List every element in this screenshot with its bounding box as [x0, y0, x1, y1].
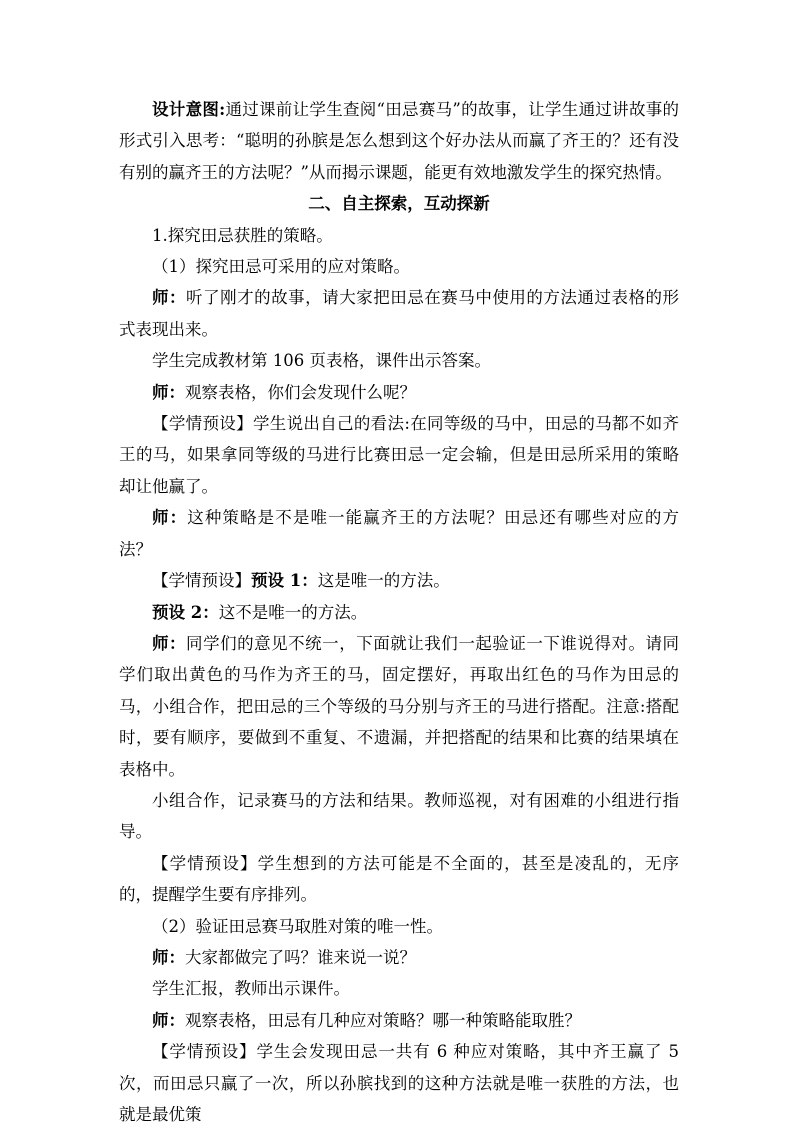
paragraph-text: 大家都做完了吗？谁来说一说？: [185, 947, 416, 967]
section-heading: [119, 188, 679, 219]
paragraph-lead: 师：: [152, 947, 185, 967]
sub-step-heading: [119, 251, 679, 282]
paragraph-text: 通过课前让学生查阅“田忌赛马”的故事，让学生通过讲故事的形式引入思考：“聪明的孙膑是怎么想到这个好办法从而赢了齐王的？还有没有别的赢齐王的方法呢？”从而揭示课题，能更有效地激发学生的探究热情。: [119, 100, 680, 182]
paragraph-lead: 师：: [152, 288, 187, 308]
paragraph-lead: 师：: [152, 633, 187, 653]
paragraph-lead: 师：: [152, 508, 188, 528]
paragraph-text: 1.探究田忌获胜的策略。: [152, 225, 333, 245]
teacher-paragraph: [119, 502, 679, 565]
heading-text: 二、自主探索，互动探新: [308, 194, 490, 214]
teacher-paragraph: [119, 377, 679, 408]
paragraph-lead: 【学情预设】: [152, 853, 258, 873]
student-activity-paragraph: [119, 785, 679, 848]
paragraph-text: 学生说出自己的看法:在同等级的马中，田忌的马都不如齐王的马，如果拿同等级的马进行比赛田忌一定会输，但是田忌所采用的策略却让他赢了。: [119, 414, 680, 496]
teacher-paragraph: [119, 628, 679, 785]
teacher-paragraph: [119, 942, 679, 973]
paragraph-lead: 师：: [152, 382, 185, 402]
paragraph-text: 听了刚才的故事，请大家把田忌在赛马中使用的方法通过表格的形式表现出来。: [119, 288, 680, 339]
paragraph-text: 这是唯一的方法。: [317, 571, 450, 591]
teacher-paragraph: [119, 1005, 679, 1036]
presupposition-paragraph: [119, 597, 679, 628]
paragraph-lead: 【学情预设】: [152, 571, 251, 591]
paragraph-lead: 预设 2：: [152, 602, 219, 622]
presupposition-paragraph: [119, 848, 679, 911]
presupposition-paragraph: [119, 565, 679, 596]
paragraph-text: 这种策略是不是唯一能赢齐王的方法呢？田忌还有哪些对应的方法？: [119, 508, 680, 559]
paragraph-lead: 设计意图:: [152, 100, 226, 119]
paragraph-text: 同学们的意见不统一，下面就让我们一起验证一下谁说得对。请同学们取出黄色的马作为齐王的马，固定摆好，再取出红色的马作为田忌的马，小组合作，把田忌的三个等级的马分别与齐王的马进行搭配。注意:搭配时，要有顺序，要做到不重复、不遗漏，并把搭配的结果和比赛的结果填在表格中。: [119, 633, 680, 779]
paragraph-text: 学生会发现田忌一共有 6 种应对策略，其中齐王赢了 5 次，而田忌只赢了一次，所以孙膑找到的这种方法就是唯一获胜的方法，也就是最优策: [119, 1042, 680, 1124]
paragraph-text: （1）探究田忌可采用的应对策略。: [152, 257, 410, 277]
student-activity-paragraph: [119, 973, 679, 1004]
paragraph-lead: 【学情预设】: [152, 414, 253, 434]
document-body: [119, 94, 679, 1130]
teacher-paragraph: [119, 282, 679, 345]
sub-step-heading: [119, 911, 679, 942]
paragraph-text: 观察表格，你们会发现什么呢？: [185, 382, 416, 402]
design-intent-paragraph: [119, 94, 679, 188]
step-heading: [119, 220, 679, 251]
paragraph-lead: 师：: [152, 1010, 185, 1030]
student-activity-paragraph: [119, 345, 679, 376]
paragraph-lead: 【学情预设】: [152, 1042, 257, 1062]
presupposition-paragraph: [119, 408, 679, 502]
paragraph-text: 观察表格，田忌有几种应对策略？哪一种策略能取胜？: [185, 1010, 581, 1030]
paragraph-text: 小组合作，记录赛马的方法和结果。教师巡视，对有困难的小组进行指导。: [119, 790, 679, 842]
paragraph-text: 这不是唯一的方法。: [218, 602, 368, 622]
paragraph-text: 学生完成教材第 106 页表格，课件出示答案。: [152, 351, 491, 371]
paragraph-sublead: 预设 1：: [251, 571, 318, 591]
presupposition-paragraph: [119, 1036, 679, 1130]
paragraph-text: 学生想到的方法可能是不全面的，甚至是凌乱的，无序的，提醒学生要有序排列。: [119, 853, 680, 905]
paragraph-text: （2）验证田忌赛马取胜对策的唯一性。: [152, 916, 443, 936]
paragraph-text: 学生汇报，教师出示课件。: [152, 979, 350, 999]
